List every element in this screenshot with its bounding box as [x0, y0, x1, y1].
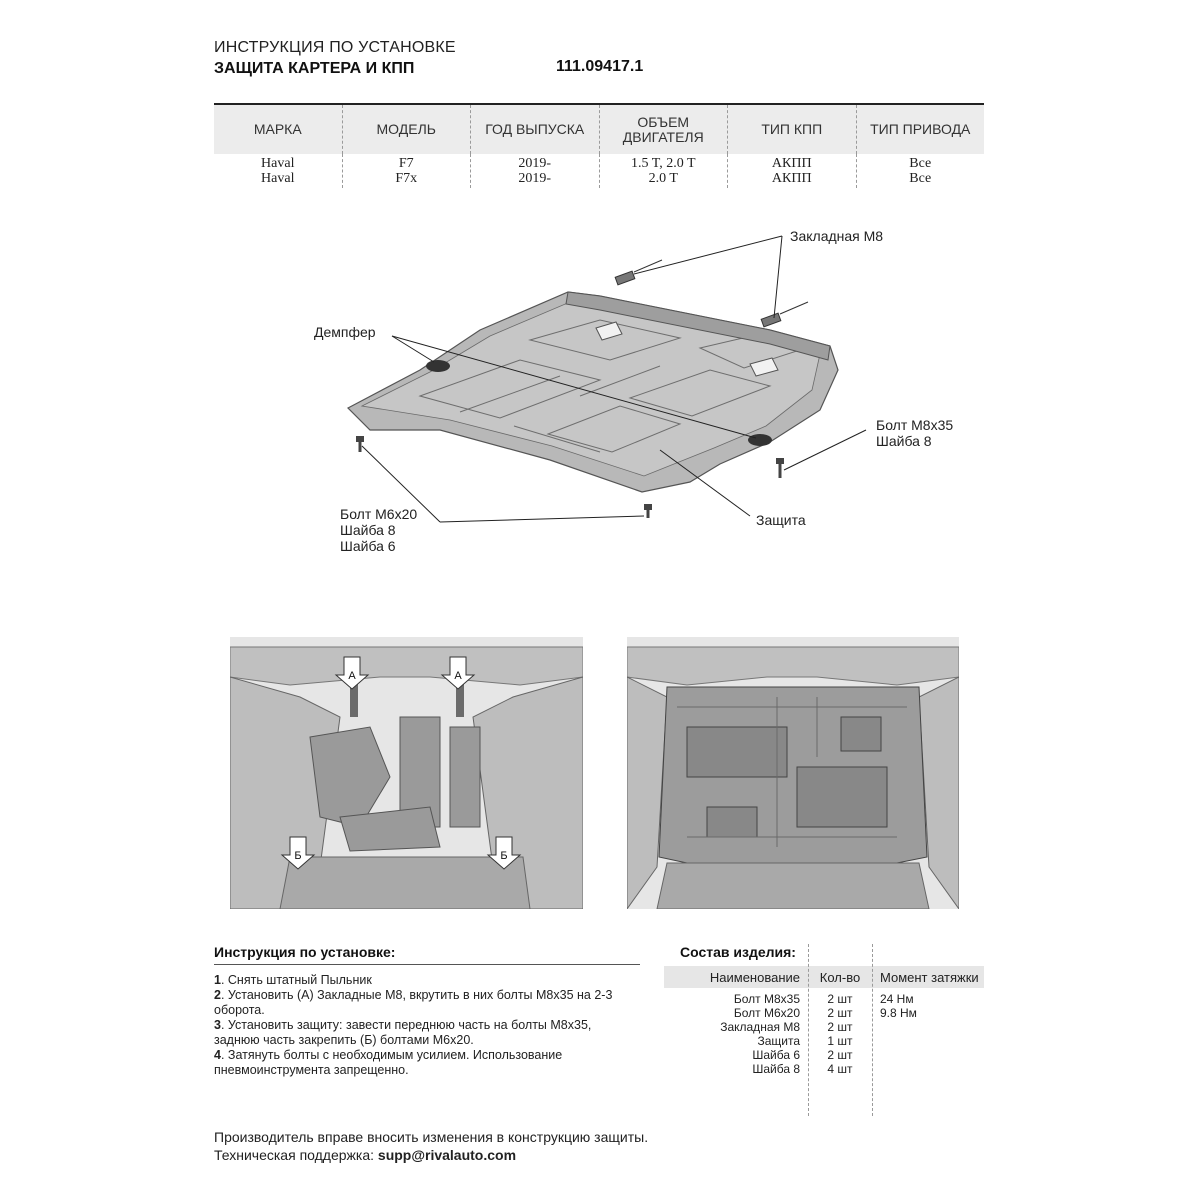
disclaimer-text: Производитель вправе вносить изменения в конструкцию защиты. — [214, 1129, 649, 1145]
cell-engine — [599, 154, 728, 188]
column-header-brand: МАРКА — [253, 121, 302, 137]
cell-text: Haval — [261, 156, 295, 171]
cell-gearbox — [727, 154, 856, 188]
cell-text: АКПП — [771, 171, 812, 186]
item-qty: 1 шт — [827, 1034, 853, 1048]
insert-m8-right — [761, 302, 808, 327]
damper-left — [426, 360, 450, 372]
support-line — [214, 1146, 648, 1164]
step-text: . Установить (А) Закладные М8, вкрутить в них болты М8х35 на 2-3 оборота. — [214, 988, 613, 1017]
composition-quantities — [808, 988, 872, 1076]
item-qty: 2 шт — [827, 1020, 853, 1034]
list-item — [214, 988, 640, 1018]
cell-text: Все — [909, 156, 932, 171]
column-header-torque: Момент затяжки — [880, 969, 979, 985]
item-name: Защита — [757, 1034, 800, 1048]
marker-a-left: А — [348, 670, 356, 682]
installation-instructions — [214, 944, 640, 1078]
item-qty: 2 шт — [827, 1048, 853, 1062]
kit-composition — [664, 944, 984, 1076]
step-number: 3 — [214, 1018, 221, 1032]
label-washer-8-left: Шайба 8 — [340, 522, 396, 538]
cell-text: Все — [909, 171, 932, 186]
marker-b-right: Б — [500, 850, 508, 862]
vehicle-table — [214, 103, 984, 188]
step-number: 2 — [214, 988, 221, 1002]
item-name: Закладная М8 — [720, 1020, 800, 1034]
list-item — [214, 1048, 640, 1078]
label-washer-8-right: Шайба 8 — [876, 433, 932, 449]
item-qty: 2 шт — [827, 1006, 853, 1020]
composition-names — [664, 988, 808, 1076]
cell-text: 1.5 T, 2.0 T — [630, 156, 696, 171]
document-title: ИНСТРУКЦИЯ ПО УСТАНОВКЕ — [214, 39, 456, 56]
underbody-before-image — [230, 637, 583, 909]
damper-right — [748, 434, 772, 446]
item-qty: 4 шт — [827, 1062, 853, 1076]
cell-text: 2.0 T — [648, 171, 678, 186]
item-name: Шайба 8 — [752, 1062, 800, 1076]
list-item — [214, 1018, 640, 1048]
label-insert-m8: Закладная М8 — [790, 228, 884, 244]
label-washer-6: Шайба 6 — [340, 538, 396, 554]
column-header-gearbox: ТИП КПП — [727, 105, 856, 154]
cell-drive — [856, 154, 985, 188]
step-text: . Снять штатный Пыльник — [220, 973, 372, 987]
footer — [214, 1128, 648, 1164]
column-header-drive: ТИП ПРИВОДА — [856, 105, 985, 154]
list-item — [214, 973, 640, 988]
support-label: Техническая поддержка: — [214, 1147, 378, 1163]
table-row — [214, 154, 984, 188]
column-header-name: Наименование — [709, 969, 800, 985]
support-email-link[interactable]: supp@rivalauto.com — [377, 1147, 517, 1163]
product-code: 111.09417.1 — [556, 58, 644, 75]
cell-text: 2019- — [518, 171, 552, 186]
cell-text: F7 — [398, 156, 414, 171]
cell-year — [470, 154, 599, 188]
item-torque: 9.8 Нм — [880, 1006, 917, 1020]
underbody-after-image — [627, 637, 959, 909]
cell-text: F7x — [395, 171, 418, 186]
table-header-row — [214, 105, 984, 154]
item-name: Шайба 6 — [752, 1048, 800, 1062]
column-divider — [808, 944, 809, 1116]
composition-body — [664, 988, 984, 1076]
cell-text: 2019- — [518, 156, 552, 171]
step-text: . Затянуть болты с необходимым усилием. Использование пневмоинструмента запрещенно. — [214, 1048, 563, 1077]
document-subtitle: ЗАЩИТА КАРТЕРА И КПП — [214, 60, 415, 77]
document-header — [214, 37, 456, 79]
bolt-m8-right — [776, 458, 784, 478]
bolt-m6-left — [356, 436, 364, 452]
marker-a-right: А — [454, 670, 462, 682]
column-header-model: МОДЕЛЬ — [342, 105, 471, 154]
item-name: Болт М6х20 — [733, 1006, 800, 1020]
label-bolt-m8: Болт М8х35 — [876, 417, 954, 433]
marker-b-left: Б — [294, 850, 302, 862]
column-header-engine: ОБЪЕМ ДВИГАТЕЛЯ — [599, 105, 728, 154]
cell-text: Haval — [261, 171, 295, 186]
composition-title: Состав изделия: — [680, 944, 796, 960]
bolt-m6-right — [644, 504, 652, 518]
cell-model — [342, 154, 471, 188]
label-damper: Демпфер — [314, 324, 376, 340]
item-name: Болт М8х35 — [733, 992, 800, 1006]
column-header-year: ГОД ВЫПУСКА — [470, 105, 599, 154]
cell-brand — [214, 154, 342, 188]
cell-text: АКПП — [771, 156, 812, 171]
column-header-qty: Кол-во — [819, 969, 861, 985]
column-divider — [872, 944, 873, 1116]
instructions-title: Инструкция по установке: — [214, 944, 640, 965]
step-number: 1 — [214, 973, 221, 987]
composition-header-row — [664, 966, 984, 988]
label-protection: Защита — [756, 512, 806, 528]
instructions-steps — [214, 973, 640, 1078]
label-bolt-m6: Болт М6х20 — [340, 506, 418, 522]
item-torque: 24 Нм — [880, 992, 914, 1006]
item-qty: 2 шт — [827, 992, 853, 1006]
composition-torques — [872, 988, 984, 1076]
step-number: 4 — [214, 1048, 221, 1062]
step-text: . Установить защиту: завести переднюю часть на болты М8х35, заднюю часть закрепить (Б) болтами М6х20. — [214, 1018, 592, 1047]
